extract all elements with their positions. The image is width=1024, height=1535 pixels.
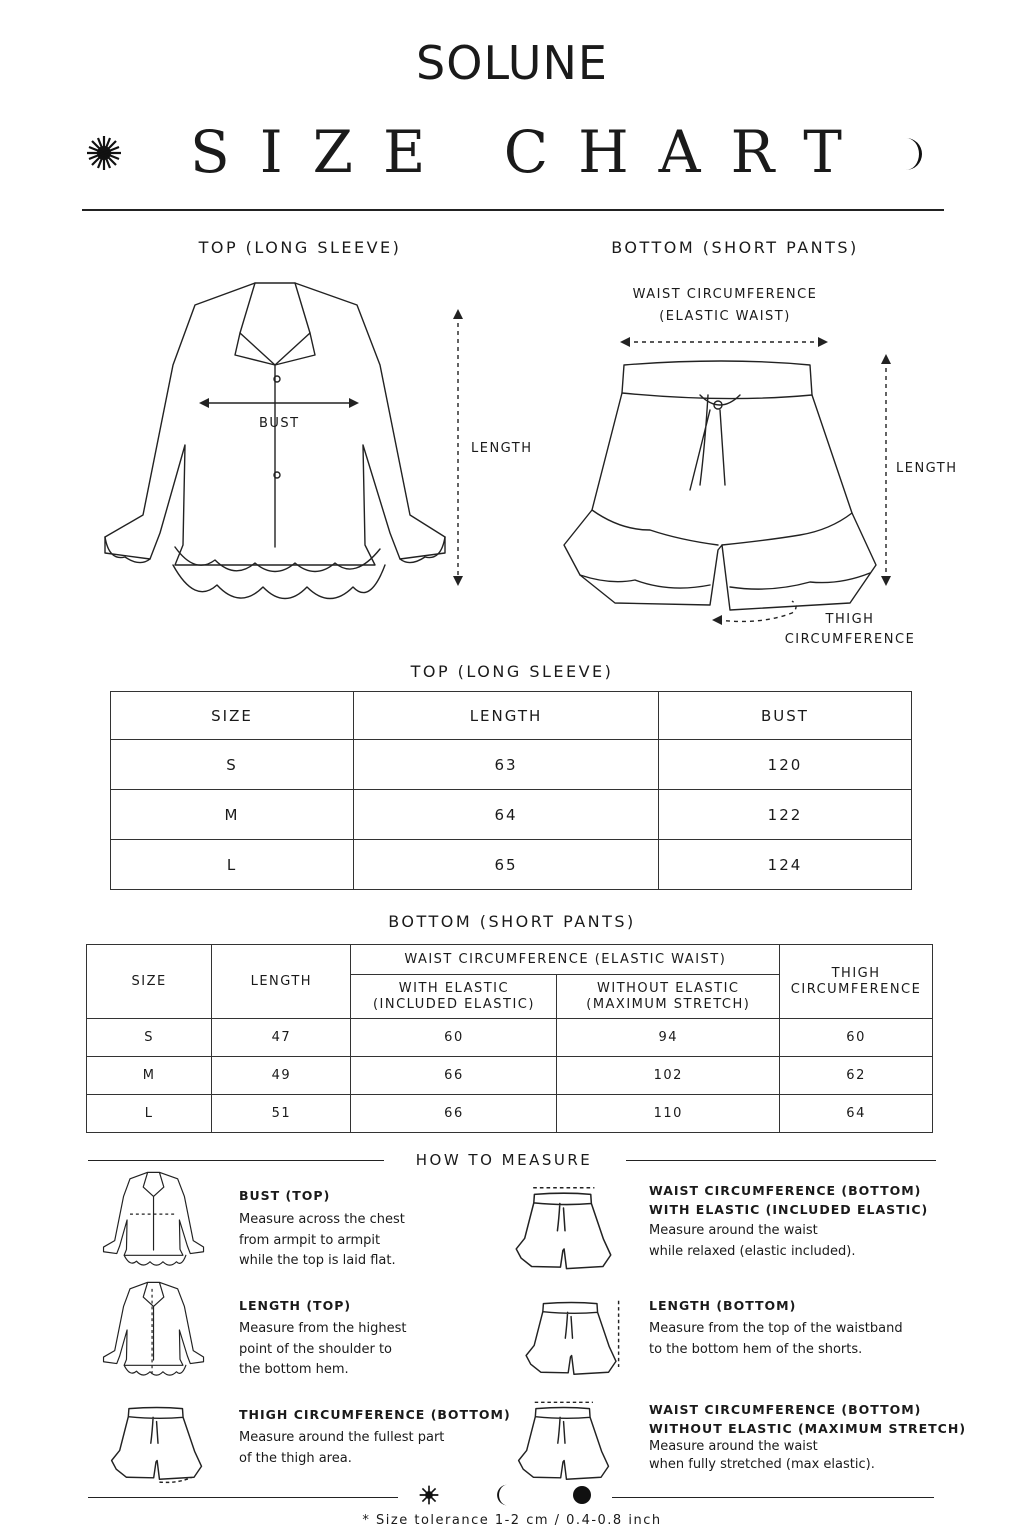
header-without-elastic: WITHOUT ELASTIC (MAXIMUM STRETCH) [557,975,780,1019]
how-to-bust: BUST (TOP) Measure across the chest from armpit to armpit while the top is laid flat. [239,1188,405,1268]
length-bottom-thumbnail [515,1295,630,1380]
top-diagram-heading: TOP (LONG SLEEVE) [198,238,402,257]
bottom-table-heading: BOTTOM (SHORT PANTS) [388,912,636,931]
full-moon-icon [572,1485,592,1505]
how-to-thigh: THIGH CIRCUMFERENCE (BOTTOM) Measure around the fullest part of the thigh area. [239,1407,511,1466]
crescent-moon-icon [489,1482,513,1508]
sun-icon [418,1484,440,1506]
header-waist: WAIST CIRCUMFERENCE (ELASTIC WAIST) [351,945,780,975]
how-to-divider-left [88,1160,384,1161]
how-to-heading: HOW TO MEASURE [415,1151,593,1169]
size-tolerance-note: * Size tolerance 1-2 cm / 0.4-0.8 inch [362,1513,662,1528]
header-thigh: THIGH CIRCUMFERENCE [780,945,933,1019]
header-bust: BUST [659,692,912,740]
header-size: SIZE [87,945,212,1019]
header-with-elastic: WITH ELASTIC (INCLUDED ELASTIC) [351,975,557,1019]
table-row: S 63 120 [111,740,912,790]
bust-thumbnail [95,1170,215,1270]
header-length: LENGTH [354,692,659,740]
brand-logo: SOLUNE [416,36,608,90]
footer-divider-left [88,1497,398,1498]
table-row: L 65 124 [111,840,912,890]
thigh-label: THIGH CIRCUMFERENCE [784,612,916,647]
length-top-thumbnail [95,1280,215,1380]
table-row: L 51 66 110 64 [87,1095,933,1133]
waist-with-elastic-thumbnail [515,1185,615,1275]
table-row: S 47 60 94 60 [87,1019,933,1057]
top-size-table [110,691,912,890]
footer-divider-right [612,1497,934,1498]
length-label: LENGTH [471,441,533,456]
bust-label: BUST [259,416,300,431]
how-to-waist-without-elastic: WAIST CIRCUMFERENCE (BOTTOM) WITHOUT ELASTIC (MAXIMUM STRETCH) Measure around the waist when fully stretched (max elastic). [649,1402,967,1472]
waist-without-elastic-thumbnail [515,1400,615,1485]
header-length: LENGTH [212,945,351,1019]
sun-icon [84,133,124,173]
bottom-diagram-heading: BOTTOM (SHORT PANTS) [611,238,859,257]
page-title: SIZE CHART [190,118,872,186]
shorts-diagram [560,335,890,630]
how-to-length-bottom: LENGTH (BOTTOM) Measure from the top of the waistband to the bottom hem of the shorts. [649,1298,903,1357]
bottom-length-label: LENGTH [896,461,958,476]
bottom-size-table [86,944,933,1133]
how-to-length-top: LENGTH (TOP) Measure from the highest point of the shoulder to the bottom hem. [239,1298,407,1377]
shirt-diagram [95,275,465,615]
header-size: SIZE [111,692,354,740]
how-to-divider-right [626,1160,936,1161]
crescent-moon-icon [900,134,932,174]
top-table-heading: TOP (LONG SLEEVE) [410,662,614,681]
table-row: M 49 66 102 62 [87,1057,933,1095]
thigh-thumbnail [108,1400,208,1485]
table-row: M 64 122 [111,790,912,840]
how-to-waist-with-elastic: WAIST CIRCUMFERENCE (BOTTOM) WITH ELASTIC (INCLUDED ELASTIC) Measure around the waist while relaxed (elastic included). [649,1183,929,1259]
header-divider [82,209,944,211]
waist-label: WAIST CIRCUMFERENCE (ELASTIC WAIST) [632,287,818,324]
